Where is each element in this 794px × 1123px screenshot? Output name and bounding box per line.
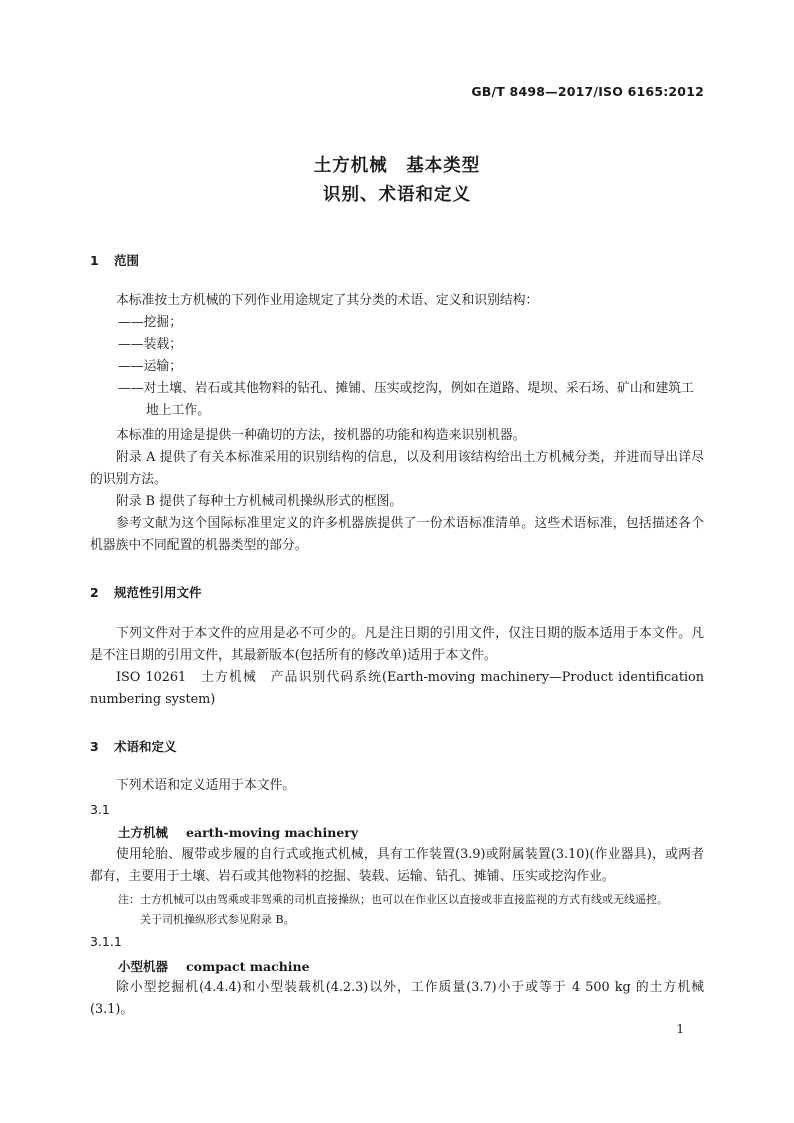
section-title: 范围 xyxy=(114,253,140,268)
note-line-2: 关于司机操纵形式参见附录 B。 xyxy=(140,913,295,926)
section-title: 术语和定义 xyxy=(114,739,177,754)
paragraph-annex-b: 附录 B 提供了每种土方机械司机操纵形式的框图。 xyxy=(116,494,403,509)
section-number: 1 xyxy=(90,253,99,268)
document-title-line1: 土方机械 基本类型 xyxy=(313,156,481,176)
section-2-paragraph: 下列文件对于本文件的应用是必不可少的。凡是注日期的引用文件，仅注日期的版本适用于本文件。凡是不注日期的引用文件，其最新版本(包括所有的修改单)适用于本文件。 xyxy=(90,626,704,663)
paragraph-bibliography: 参考文献为这个国际标准里定义的许多机器族提供了一份术语标准清单。这些术语标准，包括描述各个机器族中不同配置的机器类型的部分。 xyxy=(90,516,704,553)
section-1-intro: 本标准按土方机械的下列作业用途规定了其分类的术语、定义和识别结构： xyxy=(116,293,539,308)
term-chinese: 土方机械 xyxy=(118,825,169,840)
section-number: 2 xyxy=(90,585,99,600)
term-note xyxy=(118,890,704,930)
term-definition: 使用轮胎、履带或步履的自行式或拖式机械，具有工作装置(3.9)或附属装置(3.10)(作业器具)，或两者都有，主要用于土壤、岩石或其他物料的挖掘、装载、运输、钻孔、摊铺、压实或挖沟作业。 xyxy=(90,847,704,884)
term-number: 3.1 xyxy=(90,802,110,817)
standard-code: GB/T 8498—2017/ISO 6165:2012 xyxy=(471,84,704,99)
normative-reference: ISO 10261 土方机械 产品识别代码系统(Earth-moving machinery—Product identification numbering system) xyxy=(90,670,704,707)
section-3-intro: 下列术语和定义适用于本文件。 xyxy=(116,778,296,793)
term-english: compact machine xyxy=(186,959,310,974)
note-line-1: 注：土方机械可以由驾乘或非驾乘的司机直接操纵；也可以在作业区以直接或非直接监视的方式有线或无线遥控。 xyxy=(118,893,668,906)
document-title-line2: 识别、术语和定义 xyxy=(323,185,471,205)
section-2-heading xyxy=(90,583,202,601)
term-heading xyxy=(118,823,358,841)
term-chinese: 小型机器 xyxy=(118,959,169,974)
list-item: ——挖掘； xyxy=(118,315,182,330)
paragraph-purpose: 本标准的用途是提供一种确切的方法，按机器的功能和构造来识别机器。 xyxy=(116,428,526,443)
section-3-heading xyxy=(90,737,177,755)
page-number: 1 xyxy=(676,1022,684,1036)
list-item: ——运输； xyxy=(118,359,182,374)
paragraph-annex-a: 附录 A 提供了有关本标准采用的识别结构的信息，以及利用该结构给出土方机械分类，并进而导出详尽的识别方法。 xyxy=(90,450,704,487)
section-number: 3 xyxy=(90,739,99,754)
section-title: 规范性引用文件 xyxy=(114,585,202,600)
list-item: ——装载； xyxy=(118,337,182,352)
term-english: earth-moving machinery xyxy=(186,825,359,840)
term-heading xyxy=(118,957,310,975)
term-number: 3.1.1 xyxy=(90,934,122,949)
section-1-heading xyxy=(90,251,139,269)
list-item: ——对土壤、岩石或其他物料的钻孔、摊铺、压实或挖沟，例如在道路、堤坝、采石场、矿山和建筑工地上工作。 xyxy=(118,381,694,418)
term-definition: 除小型挖掘机(4.4.4)和小型装载机(4.2.3)以外，工作质量(3.7)小于或等于 4 500 kg 的土方机械(3.1)。 xyxy=(90,980,704,1017)
